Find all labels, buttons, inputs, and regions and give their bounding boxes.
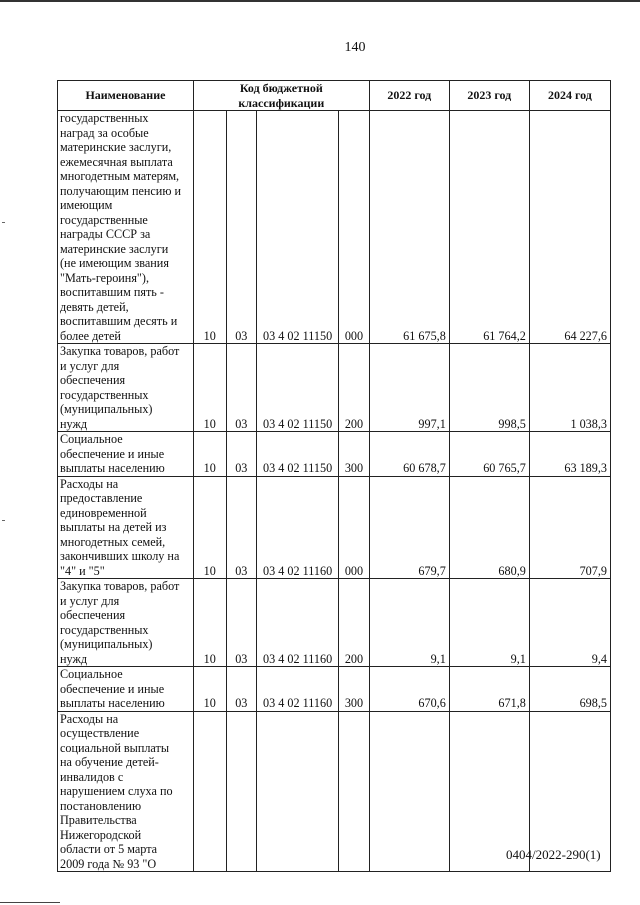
code-expense-type <box>339 711 370 872</box>
code-expense-type: 200 <box>339 344 370 432</box>
code-subsection: 03 <box>226 667 257 712</box>
table-row <box>58 111 611 344</box>
header-code: Код бюджетной классификации <box>193 81 369 111</box>
value-2024: 9,4 <box>529 579 610 667</box>
code-subsection <box>226 711 257 872</box>
row-name: Закупка товаров, работ и услуг для обеспечения государственных (муниципальных) нужд <box>58 579 194 667</box>
value-2023: 680,9 <box>449 476 529 579</box>
code-expense-type: 000 <box>339 476 370 579</box>
table-row <box>58 667 611 712</box>
code-subsection: 03 <box>226 432 257 477</box>
value-2022: 670,6 <box>369 667 449 712</box>
value-2023: 61 764,2 <box>449 111 529 344</box>
code-section: 10 <box>193 579 226 667</box>
code-expense-type: 200 <box>339 579 370 667</box>
document-code: 0404/2022-290(1) <box>506 847 601 862</box>
value-2024: 698,5 <box>529 667 610 712</box>
code-section: 10 <box>193 667 226 712</box>
code-expense-type: 000 <box>339 111 370 344</box>
header-2022: 2022 год <box>369 81 449 111</box>
code-subsection: 03 <box>226 579 257 667</box>
value-2023: 9,1 <box>449 579 529 667</box>
code-section: 10 <box>193 111 226 344</box>
code-subsection: 03 <box>226 344 257 432</box>
table-header-row <box>58 81 611 111</box>
code-expense-type: 300 <box>339 667 370 712</box>
header-2023: 2023 год <box>449 81 529 111</box>
value-2022: 61 675,8 <box>369 111 449 344</box>
scan-mark <box>2 520 5 521</box>
value-2022 <box>369 711 449 872</box>
code-section: 10 <box>193 432 226 477</box>
scan-mark <box>2 222 5 223</box>
code-section: 10 <box>193 344 226 432</box>
value-2023: 671,8 <box>449 667 529 712</box>
code-target <box>257 711 339 872</box>
code-target: 03 4 02 11150 <box>257 432 339 477</box>
value-2024: 1 038,3 <box>529 344 610 432</box>
row-name: государственных наград за особые материнские заслуги, ежемесячная выплата многодетным матерям, получающим пенсию и имеющим государственные награды СССР за материнские заслуги (не имеющим звания "Мать-героиня"), воспитавшим пять - девять детей, воспитавшим десять и более детей <box>58 111 194 344</box>
value-2024: 64 227,6 <box>529 111 610 344</box>
row-name: Расходы на осуществление социальной выплаты на обучение детей- инвалидов с нарушением слуха по постановлению Правительства Нижегородской области от 5 марта 2009 года № 93 "О <box>58 711 194 872</box>
value-2022: 679,7 <box>369 476 449 579</box>
code-section: 10 <box>193 476 226 579</box>
code-target: 03 4 02 11150 <box>257 111 339 344</box>
value-2022: 9,1 <box>369 579 449 667</box>
table-row <box>58 344 611 432</box>
row-name: Социальное обеспечение и иные выплаты населению <box>58 667 194 712</box>
value-2024: 707,9 <box>529 476 610 579</box>
value-2022: 60 678,7 <box>369 432 449 477</box>
code-target: 03 4 02 11160 <box>257 476 339 579</box>
header-name: Наименование <box>58 81 194 111</box>
code-target: 03 4 02 11160 <box>257 667 339 712</box>
value-2024: 63 189,3 <box>529 432 610 477</box>
table-row <box>58 432 611 477</box>
top-rule <box>0 0 640 2</box>
row-name: Закупка товаров, работ и услуг для обеспечения государственных (муниципальных) нужд <box>58 344 194 432</box>
row-name: Социальное обеспечение и иные выплаты населению <box>58 432 194 477</box>
header-2024: 2024 год <box>529 81 610 111</box>
code-expense-type: 300 <box>339 432 370 477</box>
table-row <box>58 476 611 579</box>
row-name: Расходы на предоставление единовременной выплаты на детей из многодетных семей, закончивших школу на "4" и "5" <box>58 476 194 579</box>
budget-table <box>57 80 611 872</box>
value-2023: 60 765,7 <box>449 432 529 477</box>
code-target: 03 4 02 11150 <box>257 344 339 432</box>
page-number: 140 <box>344 40 366 55</box>
table-row <box>58 579 611 667</box>
code-target: 03 4 02 11160 <box>257 579 339 667</box>
code-section <box>193 711 226 872</box>
code-subsection: 03 <box>226 476 257 579</box>
value-2022: 997,1 <box>369 344 449 432</box>
value-2023: 998,5 <box>449 344 529 432</box>
bottom-rule <box>0 902 60 903</box>
code-subsection: 03 <box>226 111 257 344</box>
